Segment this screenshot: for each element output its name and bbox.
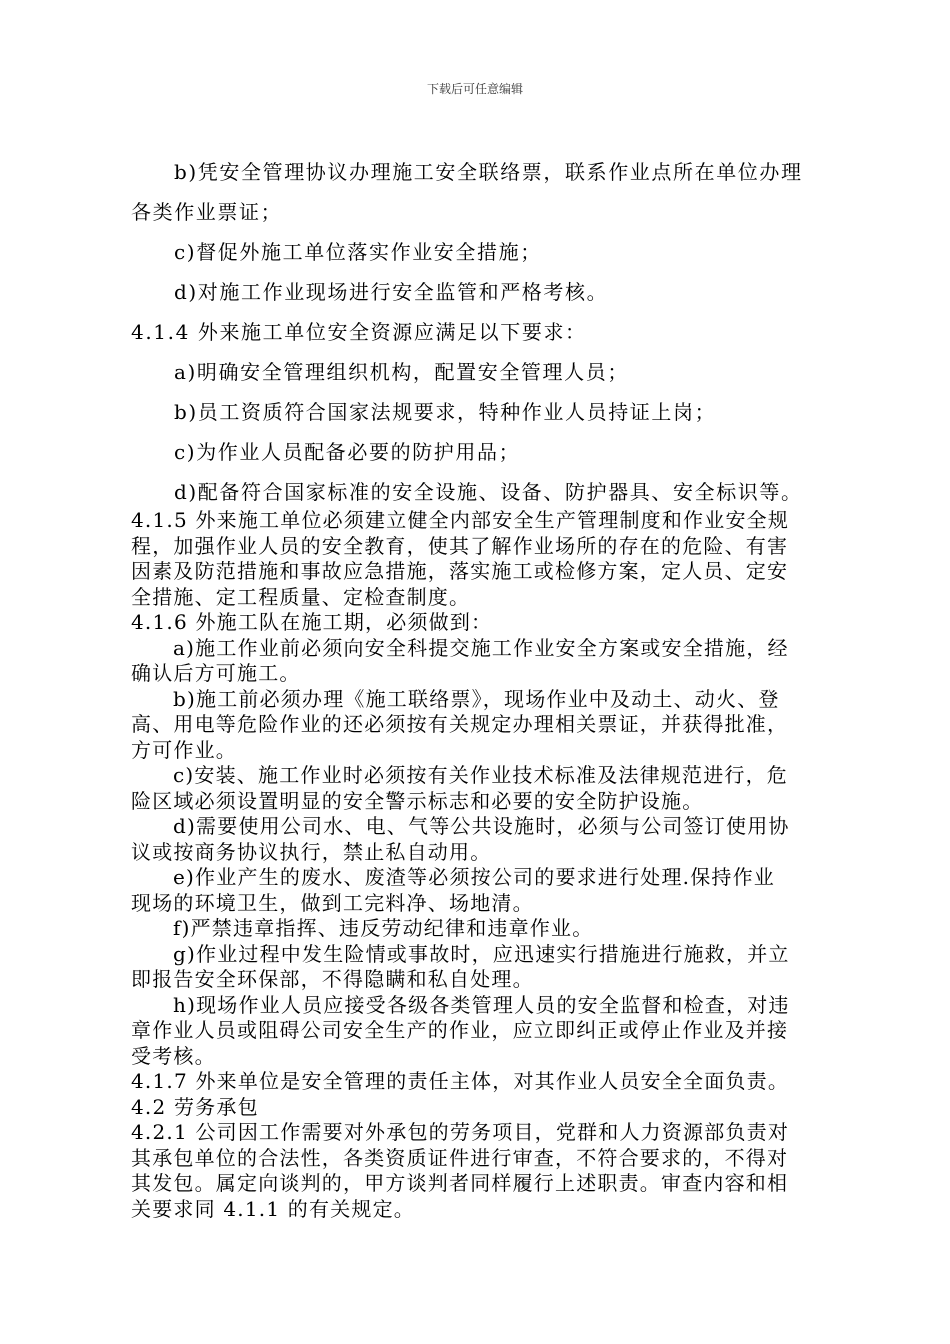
paragraph-line: 全措施、定工程质量、定检查制度。 <box>131 584 471 609</box>
clause-heading: 4.2.1 公司因工作需要对外承包的劳务项目，党群和人力资源部负责对 <box>131 1120 790 1144</box>
paragraph-line: 议或按商务协议执行，禁止私自动用。 <box>131 839 492 864</box>
paragraph-line: 即报告安全环保部，不得隐瞒和私自处理。 <box>131 967 534 991</box>
paragraph-line: c)为作业人员配备必要的防护用品； <box>174 440 521 464</box>
paragraph-line: e)作业产生的废水、废渣等必须按公司的要求进行处理.保持作业 <box>173 865 775 889</box>
paragraph-line: 关要求同 4.1.1 的有关规定。 <box>131 1196 416 1221</box>
paragraph-line: a)施工作业前必须向安全科提交施工作业安全方案或安全措施，经 <box>173 635 789 660</box>
section-heading: 4.2 劳务承包 <box>131 1094 259 1119</box>
clause-heading: 4.1.4 外来施工单位安全资源应满足以下要求： <box>131 320 587 344</box>
paragraph-line: c)督促外施工单位落实作业安全措施； <box>174 240 542 264</box>
download-edit-note: 下载后可任意编辑 <box>426 82 523 96</box>
paragraph-line: 确认后方可施工。 <box>131 661 301 685</box>
paragraph-line: 高、用电等危险作业的还必须按有关规定办理相关票证，并获得批准， <box>131 712 789 736</box>
paragraph-line: b)施工前必须办理《施工联络票》，现场作业中及动土、动火、登 <box>173 686 780 711</box>
paragraph-line: g)作业过程中发生险情或事故时，应迅速实行措施进行施救，并立 <box>173 941 790 966</box>
paragraph-line: d)需要使用公司水、电、气等公共设施时，必须与公司签订使用协 <box>173 814 790 838</box>
paragraph-line: b)凭安全管理协议办理施工安全联络票，联系作业点所在单位办理 <box>174 160 803 184</box>
paragraph-line: d)配备符合国家标准的安全设施、设备、防护器具、安全标识等。 <box>174 480 803 504</box>
section-body <box>131 508 831 1222</box>
clause-heading: 4.1.7 外来单位是安全管理的责任主体，对其作业人员安全全面负责。 <box>131 1069 790 1093</box>
paragraph-line: 其承包单位的合法性，各类资质证件进行审查，不符合要求的，不得对 <box>131 1145 789 1170</box>
paragraph-line: f)严禁违章指挥、违反劳动纪律和违章作业。 <box>173 916 594 940</box>
paragraph-line: 各类作业票证； <box>131 200 283 224</box>
clause-heading: 4.1.6 外施工队在施工期，必须做到： <box>131 610 493 634</box>
paragraph-line: h)现场作业人员应接受各级各类管理人员的安全监督和检查，对违 <box>173 992 790 1017</box>
paragraph-line: 程，加强作业人员的安全教育，使其了解作业场所的存在的危险、有害 <box>131 533 789 558</box>
paragraph-line: c)安装、施工作业时必须按有关作业技术标准及法律规范进行，危 <box>173 763 789 787</box>
paragraph-line: 受考核。 <box>131 1043 216 1068</box>
paragraph-line: 方可作业。 <box>131 737 237 762</box>
paragraph-line: d)对施工作业现场进行安全监管和严格考核。 <box>174 280 609 304</box>
paragraph-line: a)明确安全管理组织机构，配置安全管理人员； <box>174 360 629 384</box>
clause-heading: 4.1.5 外来施工单位必须建立健全内部安全生产管理制度和作业安全规 <box>131 508 790 532</box>
paragraph-line: 章作业人员或阻碍公司安全生产的作业，应立即纠正或停止作业及并接 <box>131 1018 789 1042</box>
paragraph-line: b)员工资质符合国家法规要求，特种作业人员持证上岗； <box>174 400 717 424</box>
paragraph-line: 其发包。属定向谈判的，甲方谈判者同样履行上述职责。审查内容和相 <box>131 1171 789 1195</box>
paragraph-line: 因素及防范措施和事故应急措施，落实施工或检修方案，定人员、定安 <box>131 559 789 583</box>
paragraph-line: 现场的环境卫生，做到工完料净、场地清。 <box>131 890 534 915</box>
paragraph-line: 险区域必须设置明显的安全警示标志和必要的安全防护设施。 <box>131 788 704 813</box>
